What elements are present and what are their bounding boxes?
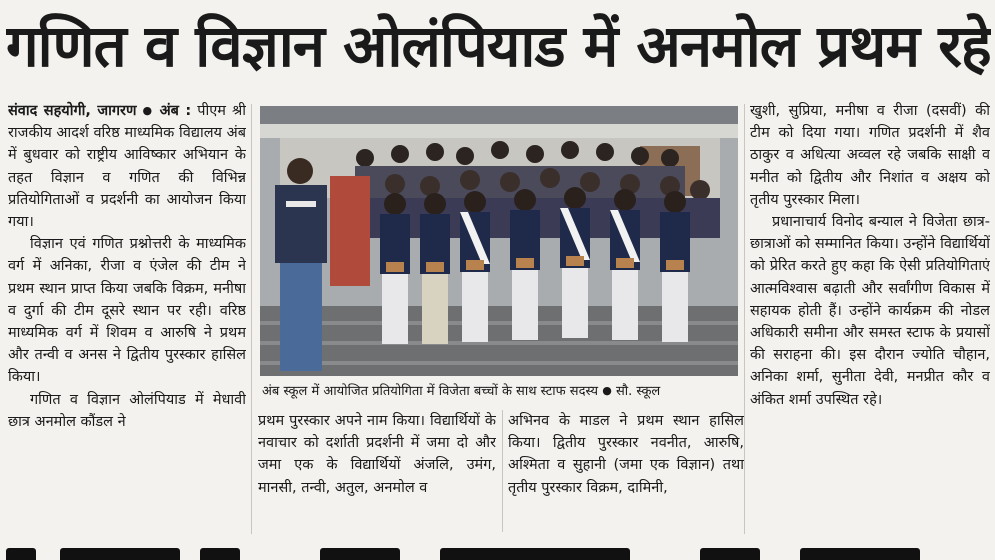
photo-caption [262, 380, 742, 402]
headline: गणित व विज्ञान ओलंपियाड में अनमोल प्रथम रहे [6, 12, 991, 80]
paragraph: प्रधानाचार्य विनोद बन्याल ने विजेता छात्र-छात्राओं को सम्मानित किया। उन्होंने विद्यार्थियों को प्रेरित करते हुए कहा कि ऐसी प्रतियोगिताएं आत्मविश्वास बढ़ाती और सर्वांगीण विकास में सहायक होती हैं। उन्होंने कार्यक्रम की नोडल अधिकारी समीना और समस्त स्टाफ के प्रयासों की सराहना की। इस दौरान ज्योति चौहान, अनिका शर्मा, सुनीता देवी, मनप्रीत कौर व अंकित शर्मा उपस्थित रहे। [750, 214, 990, 408]
article-column-3 [508, 410, 744, 532]
paragraph: प्रथम पुरस्कार अपने नाम किया। विद्यार्थियों के नवाचार को दर्शाती प्रदर्शनी में जमा दो और जमा एक के विद्यार्थियों अंजलि, उमंग, मानसी, तन्वी, अतुल, अनमोल व [258, 413, 496, 496]
group-photo-image [260, 106, 738, 376]
dateline: संवाद सहयोगी, जागरण [8, 103, 137, 119]
article-column-1 [8, 100, 246, 532]
paragraph: अभिनव के माडल ने प्रथम स्थान हासिल किया। द्वितीय पुरस्कार नवनीत, आरुषि, अश्मिता व सुहानी (जमा एक विज्ञान) तथा तृतीय पुरस्कार विक्रम, दामिनी, [508, 413, 744, 496]
paragraph: पीएम श्री राजकीय आदर्श वरिष्ठ माध्यमिक विद्यालय अंब में बुधवार को राष्ट्रीय आविष्कार अभियान के तहत विज्ञान व गणित की विभिन्न प्रतियोगिताओं व प्रदर्शनी का आयोजन किया गया। [8, 103, 246, 231]
next-headline-fragment [0, 540, 995, 560]
article-column-2 [258, 410, 496, 532]
bullet-icon: ● [602, 384, 612, 397]
column-divider [502, 410, 503, 532]
place: अंब : [159, 103, 192, 119]
photo-credit: सौ. स्कूल [615, 384, 661, 399]
paragraph: गणित व विज्ञान ओलंपियाड में मेधावी छात्र अनमोल कौंडल ने [8, 391, 246, 430]
bullet-icon: ● [142, 104, 154, 117]
group-photo [260, 106, 738, 376]
article-column-4 [750, 100, 990, 532]
column-divider [251, 104, 252, 534]
column-divider [744, 104, 745, 534]
caption-text: अंब स्कूल में आयोजित प्रतियोगिता में विजेता बच्चों के साथ स्टाफ सदस्य [262, 384, 599, 399]
paragraph: विज्ञान एवं गणित प्रश्नोत्तरी के माध्यमिक वर्ग में अनिका, रीजा व एंजेल की टीम ने प्रथम स्थान प्राप्त किया जबकि विक्रम, मनीषा व दुर्गा की टीम दूसरे स्थान पर रही। वरिष्ठ माध्यमिक वर्ग में शिवम व आरुषि ने प्रथम और तन्वी व अनस ने द्वितीय पुरस्कार हासिल किया। [8, 236, 246, 386]
paragraph: खुशी, सुप्रिया, मनीषा व रीजा (दसवीं) की टीम को दिया गया। गणित प्रदर्शनी में शैव ठाकुर व अधित्या अव्वल रहे जबकि साक्षी व मनीत को द्वितीय और निशांत व अक्षय को तृतीय पुरस्कार मिला। [750, 103, 990, 208]
